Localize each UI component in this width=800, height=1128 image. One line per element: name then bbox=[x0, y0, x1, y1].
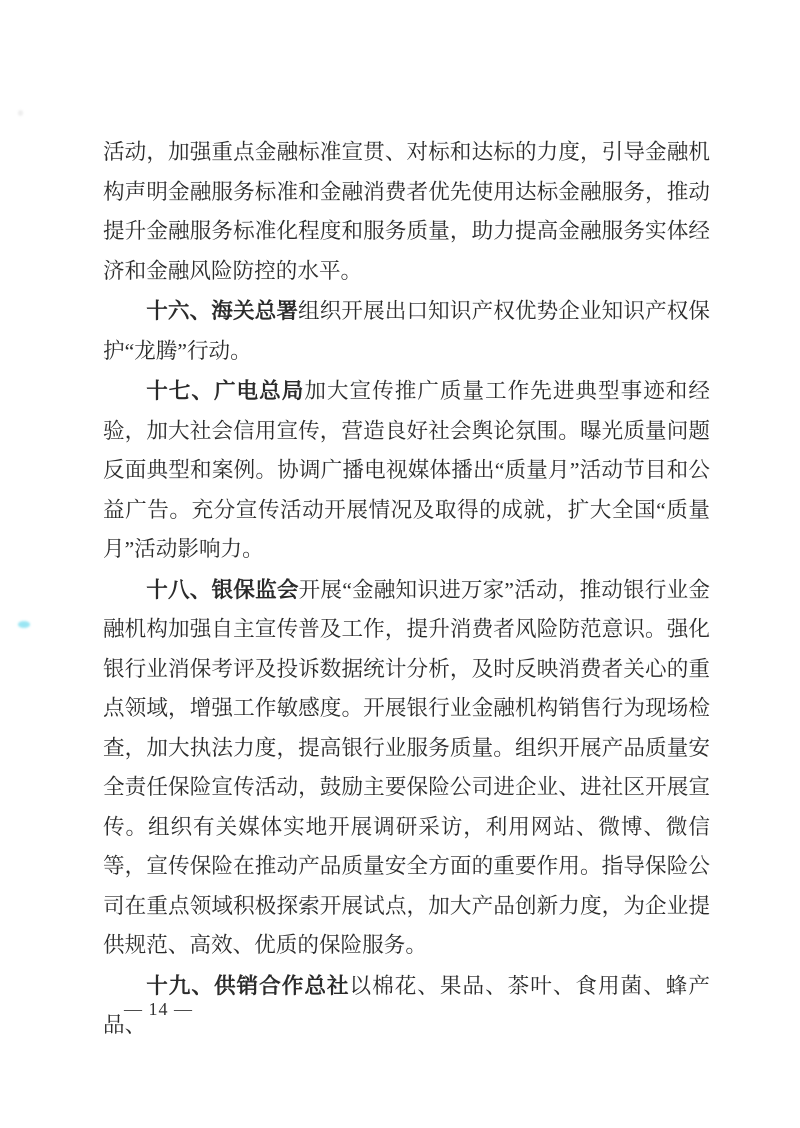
paragraph-17-text: 加大宣传推广质量工作先进典型事迹和经验，加大社会信用宣传，营造良好社会舆论氛围。曝光质量问题反面典型和案例。协调广播电视媒体播出“质量月”活动节目和公益广告。充分宣传活动开展情况及取得的成就，扩大全国“质量月”活动影响力。 bbox=[103, 379, 710, 561]
scan-artifact-faint bbox=[18, 110, 23, 116]
paragraph-16-lead: 十六、海关总署 bbox=[146, 298, 299, 323]
paragraph-18-text: 开展“金融知识进万家”活动，推动银行业金融机构加强自主宣传普及工作，提升消费者风险防范意识。强化银行业消保考评及投诉数据统计分析，及时反映消费者关心的重点领域，增强工作敏感度。开展银行业金融机构销售行为现场检查，加大执法力度，提高银行业服务质量。组织开展产品质量安全责任保险宣传活动，鼓励主要保险公司进企业、进社区开展宣传。组织有关媒体实地开展调研采访，利用网站、微博、微信等，宣传保险在推动产品质量安全方面的重要作用。指导保险公司在重点领域积极探索开展试点，加大产品创新力度，为企业提供规范、高效、优质的保险服务。 bbox=[103, 577, 710, 957]
paragraph-17-lead: 十七、广电总局 bbox=[146, 378, 305, 403]
page-number: — 14 — bbox=[124, 999, 193, 1019]
paragraph-18-lead: 十八、银保监会 bbox=[146, 576, 299, 602]
scan-artifact-cyan bbox=[18, 621, 30, 628]
paragraph-17 bbox=[103, 371, 710, 570]
paragraph-16-text: 组织开展出口知识产权优势企业知识产权保护“龙腾”行动。 bbox=[103, 299, 710, 363]
paragraph-16 bbox=[103, 291, 710, 371]
paragraph-continuation bbox=[103, 133, 710, 291]
paragraph-18 bbox=[103, 570, 710, 966]
paragraph-19-text: 以棉花、果品、茶叶、食用菌、蜂产品、 bbox=[103, 973, 710, 1037]
document-body bbox=[103, 133, 710, 1046]
paragraph-19-lead: 十九、供销合作总社 bbox=[146, 972, 350, 998]
paragraph-continuation-text: 活动，加强重点金融标准宣贯、对标和达标的力度，引导金融机构声明金融服务标准和金融消费者优先使用达标金融服务，推动提升金融服务标准化程度和服务质量，助力提高金融服务实体经济和金融风险防控的水平。 bbox=[103, 140, 710, 283]
